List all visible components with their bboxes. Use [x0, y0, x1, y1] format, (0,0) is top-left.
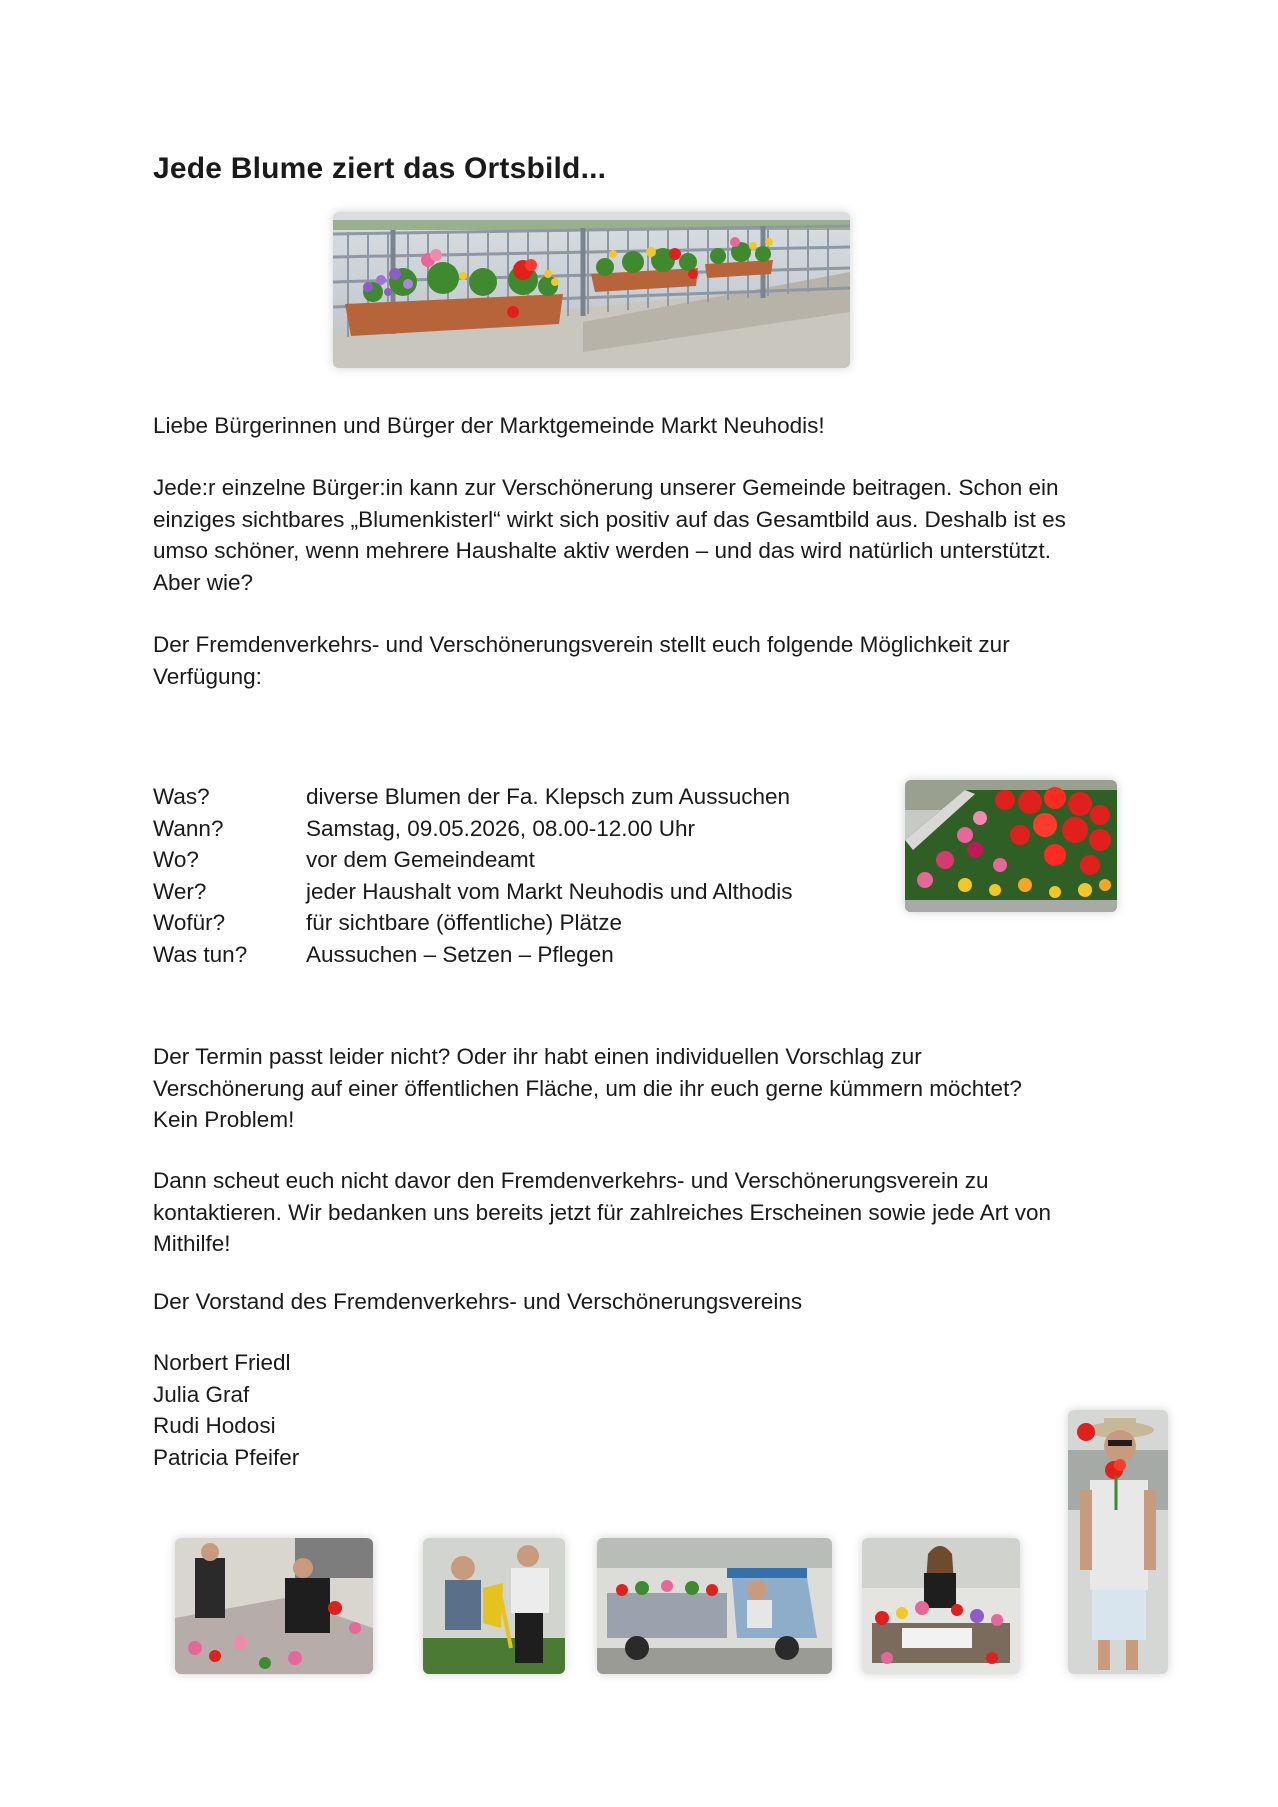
offer-paragraph: Der Fremdenverkehrs- und Verschönerungsverein stellt euch folgende Möglichkeit zur Verfügung:	[153, 632, 1010, 689]
greeting-text: Liebe Bürgerinnen und Bürger der Marktgemeinde Markt Neuhodis!	[153, 413, 825, 438]
detail-row-who	[153, 876, 853, 908]
flower-bed-illustration	[862, 1538, 1020, 1674]
flower-cart-illustration	[597, 1538, 832, 1674]
contact-paragraph: Dann scheut euch nicht davor den Fremdenverkehrs- und Verschönerungsverein zu kontaktieren. Wir bedanken uns bereits jetzt für zahlreiches Erscheinen sowie jede Art von Mithilfe!	[153, 1168, 1051, 1256]
detail-row-what-to-do	[153, 939, 853, 971]
detail-answer: diverse Blumen der Fa. Klepsch zum Aussuchen	[306, 784, 790, 809]
event-details-list	[153, 781, 853, 970]
detail-question: Was?	[153, 784, 210, 809]
detail-question: Was tun?	[153, 941, 248, 967]
signer-name: Julia Graf	[153, 1381, 250, 1407]
portrait-with-flower-photo	[1068, 1410, 1168, 1674]
detail-question: Wo?	[153, 847, 199, 872]
detail-answer: Aussuchen – Setzen – Pflegen	[306, 941, 614, 967]
flower-tray-photo	[905, 780, 1117, 912]
header-flowerbox-photo	[333, 212, 850, 368]
detail-row-what	[153, 781, 853, 813]
detail-answer: Samstag, 09.05.2026, 08.00-12.00 Uhr	[306, 815, 696, 841]
detail-answer: vor dem Gemeindeamt	[306, 847, 535, 872]
planting-photo-3	[597, 1538, 832, 1674]
volunteers-planting-illustration	[175, 1538, 373, 1674]
detail-answer: für sichtbare (öffentliche) Plätze	[306, 910, 622, 935]
planting-photo-2	[423, 1538, 565, 1674]
flower-tray-illustration	[905, 780, 1117, 912]
detail-question: Wer?	[153, 878, 207, 904]
flowerbox-railing-illustration	[333, 212, 850, 368]
page-title: Jede Blume ziert das Ortsbild...	[153, 152, 607, 185]
intro-paragraph: Jede:r einzelne Bürger:in kann zur Verschönerung unserer Gemeinde beitragen. Schon ein einziges sichtbares „Blumenkisterl“ wirkt sich positiv auf das Gesamtbild aus. Deshalb ist es umso schöner, wenn mehrere Haushalte aktiv werden – und das wird natürlich unterstützt. Aber wie?	[153, 475, 1066, 595]
signer-name: Patricia Pfeifer	[153, 1444, 300, 1470]
detail-question: Wann?	[153, 815, 224, 841]
detail-row-when	[153, 813, 853, 845]
detail-answer: jeder Haushalt vom Markt Neuhodis und Althodis	[306, 878, 793, 904]
detail-row-where	[153, 844, 853, 876]
watering-can-illustration	[423, 1538, 565, 1674]
closing-line: Der Vorstand des Fremdenverkehrs- und Verschönerungsvereins	[153, 1289, 803, 1314]
alternative-paragraph: Der Termin passt leider nicht? Oder ihr habt einen individuellen Vorschlag zur Verschönerung auf einer öffentlichen Fläche, um die ihr euch gerne kümmern möchtet? Kein Problem!	[153, 1044, 1022, 1132]
person-holding-flower-illustration	[1068, 1410, 1168, 1674]
signer-name: Rudi Hodosi	[153, 1413, 276, 1438]
planting-photo-1	[175, 1538, 373, 1674]
detail-question: Wofür?	[153, 910, 226, 935]
signer-name: Norbert Friedl	[153, 1350, 291, 1375]
signer-list	[153, 1347, 299, 1473]
detail-row-for-what	[153, 907, 853, 939]
planting-photo-4	[862, 1538, 1020, 1674]
